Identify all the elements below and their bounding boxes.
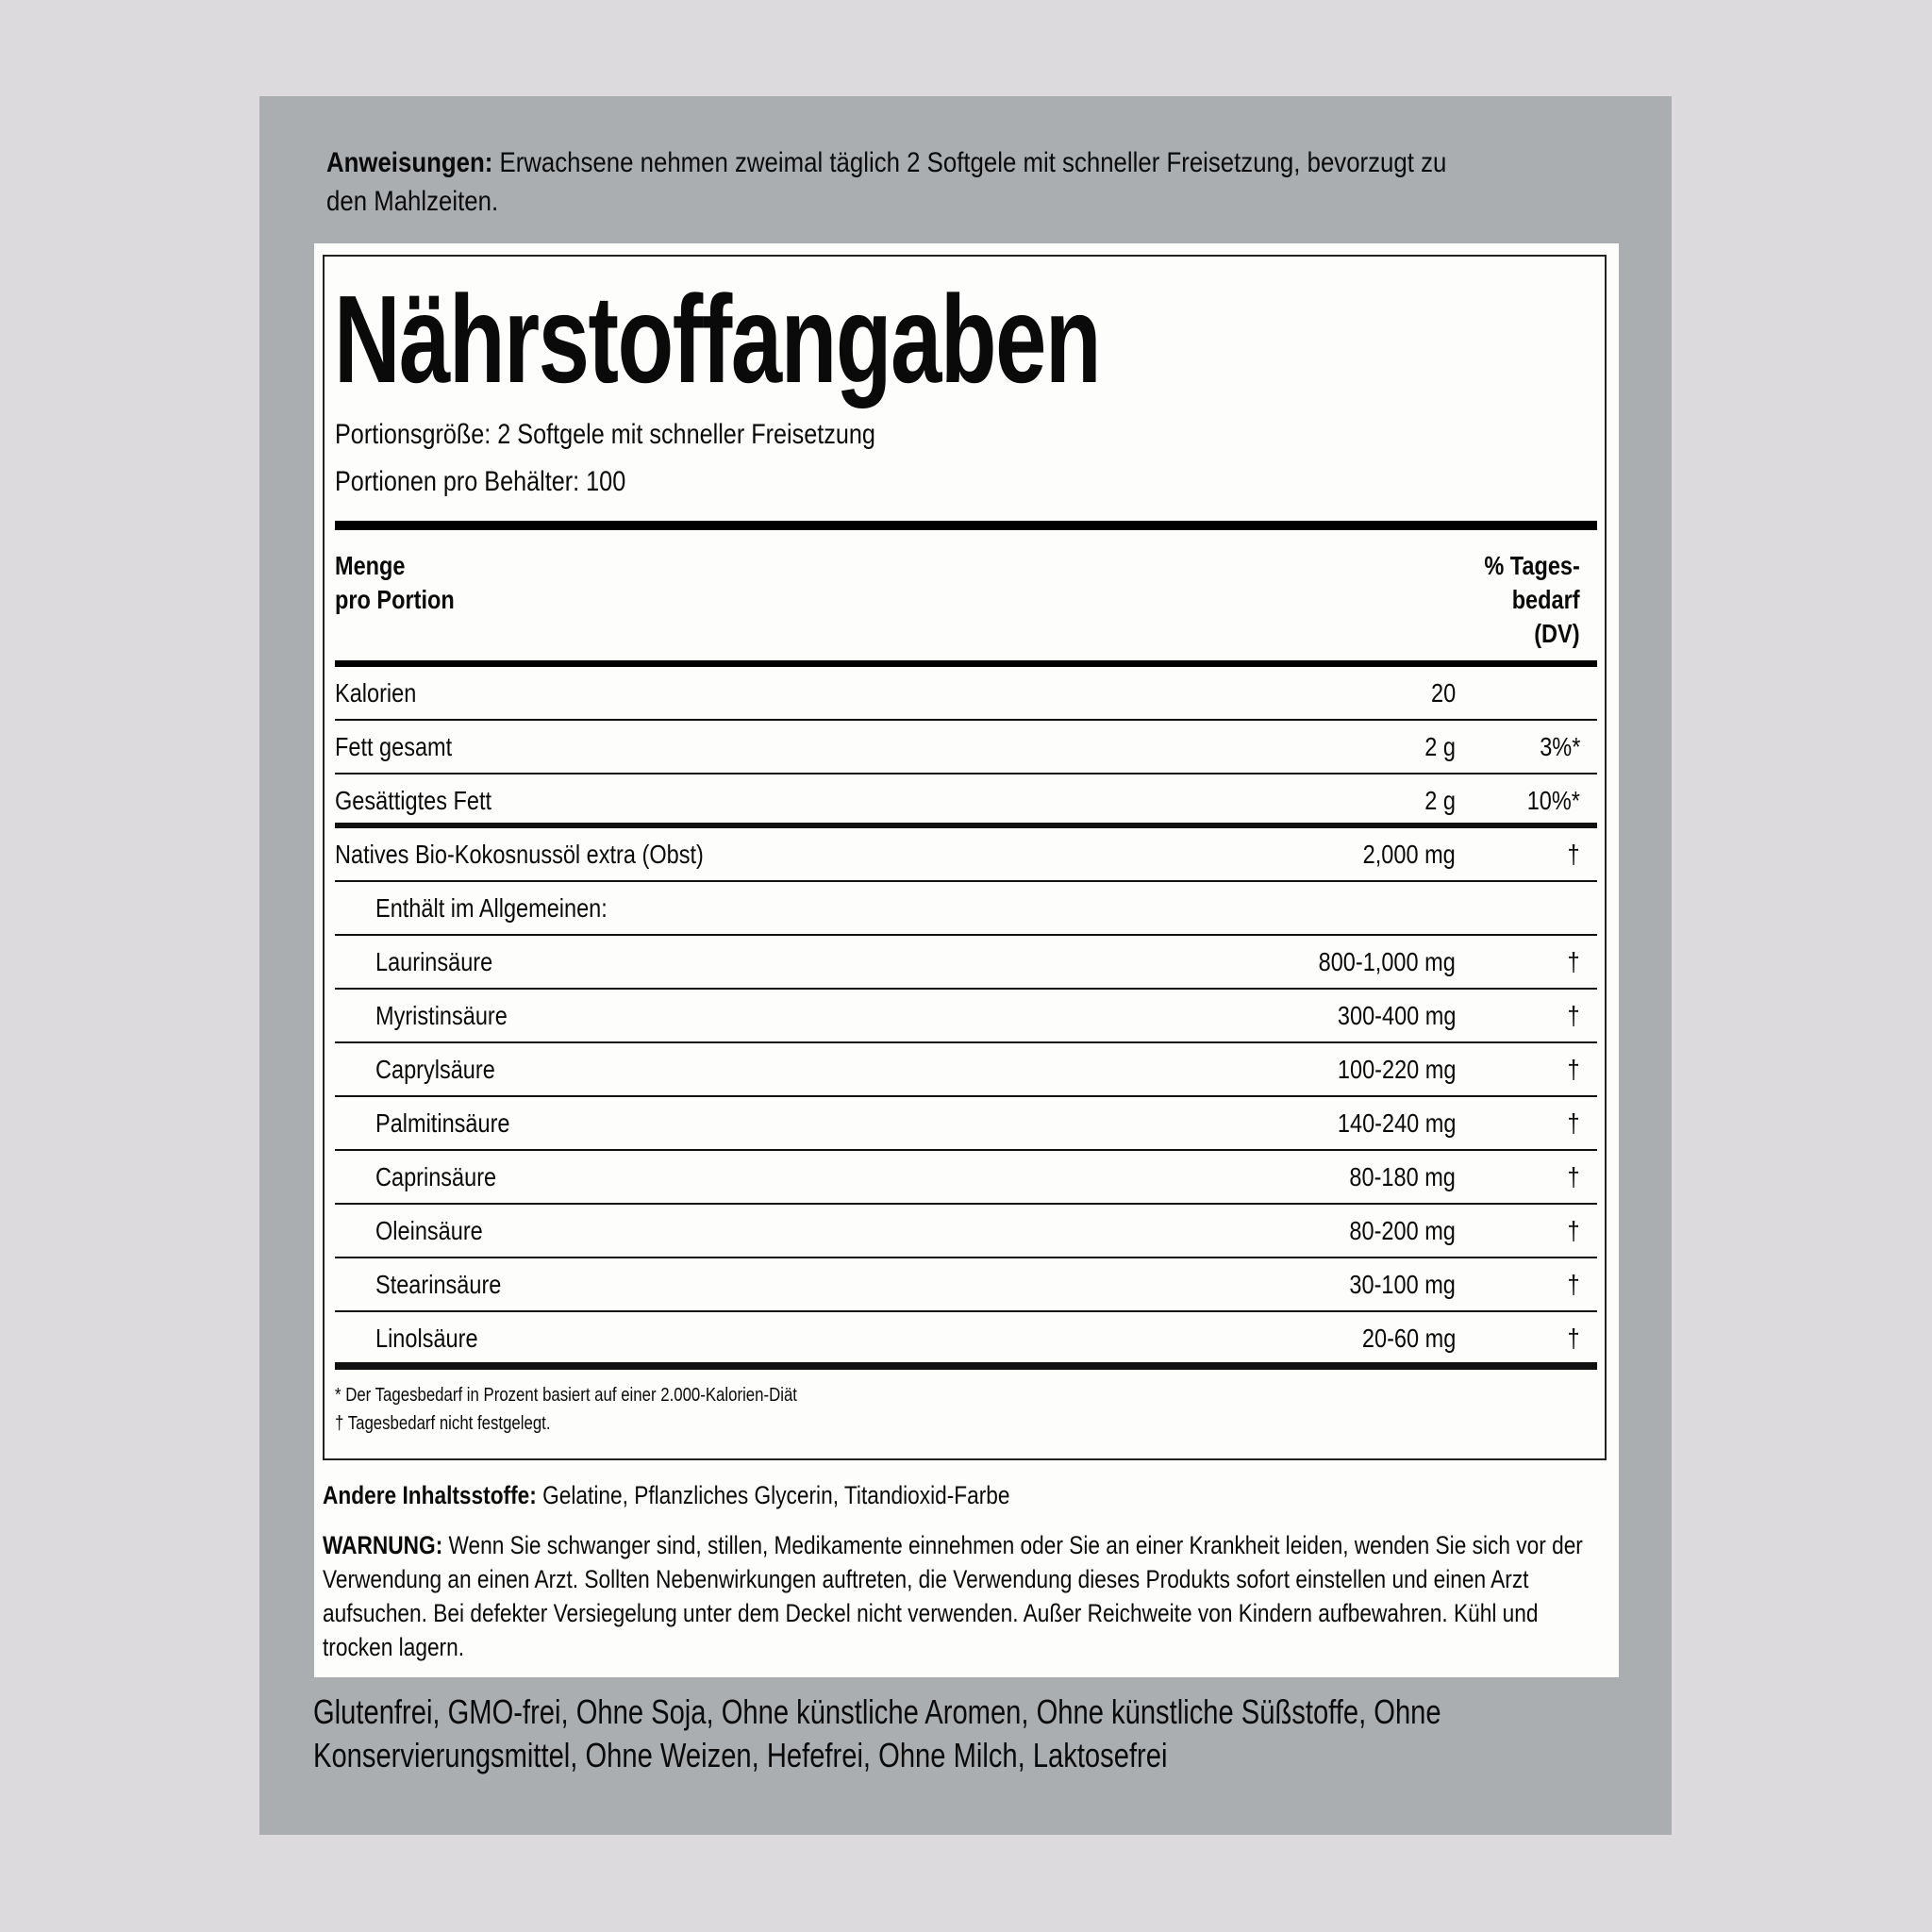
serving-size: Portionsgröße: 2 Softgele mit schneller Freisetzung	[335, 419, 875, 450]
directions-label: Anweisungen:	[326, 147, 493, 178]
row-label: Oleinsäure	[375, 1216, 483, 1245]
table-row	[335, 667, 1597, 721]
row-dv: †	[1567, 1324, 1580, 1353]
row-dv: †	[1567, 1162, 1580, 1191]
row-dv: 3%*	[1539, 732, 1580, 761]
row-label: Laurinsäure	[375, 947, 493, 976]
warning	[323, 1528, 1591, 1664]
row-dv: †	[1567, 1216, 1580, 1245]
row-amount: 30-100 mg	[1349, 1270, 1456, 1299]
row-label: Natives Bio-Kokosnussöl extra (Obst)	[335, 840, 704, 869]
row-dv: †	[1567, 1001, 1580, 1030]
other-ingredients	[323, 1481, 1141, 1510]
footnote-dagger: † Tagesbedarf nicht festgelegt.	[335, 1413, 551, 1434]
divider-thick	[335, 660, 1597, 667]
row-amount: 2 g	[1424, 786, 1456, 815]
table-row	[335, 882, 1597, 936]
directions	[326, 143, 1584, 221]
table-row	[335, 721, 1597, 774]
row-amount: 20	[1430, 678, 1456, 708]
dv-header-line2: bedarf	[1512, 585, 1580, 614]
row-label: Linolsäure	[375, 1324, 478, 1353]
warning-label: WARNUNG:	[323, 1531, 443, 1559]
table-row	[335, 936, 1597, 990]
row-label: Gesättigtes Fett	[335, 786, 492, 815]
nutrition-facts-box	[323, 255, 1607, 1460]
row-amount: 300-400 mg	[1337, 1001, 1456, 1030]
amount-header-line1: Menge	[335, 551, 406, 580]
row-amount: 140-240 mg	[1337, 1108, 1456, 1138]
table-row	[335, 1312, 1597, 1370]
row-dv: †	[1567, 947, 1580, 976]
directions-text-line2: den Mahlzeiten.	[326, 186, 499, 217]
row-label: Stearinsäure	[375, 1270, 502, 1299]
row-dv: †	[1567, 1270, 1580, 1299]
row-amount: 80-200 mg	[1349, 1216, 1456, 1245]
table-row	[335, 1205, 1597, 1258]
facts-title: Nährstoffangaben	[334, 270, 1101, 408]
table-row	[335, 828, 1597, 882]
row-amount: 100-220 mg	[1337, 1055, 1456, 1084]
table-row	[335, 1258, 1597, 1312]
row-label: Fett gesamt	[335, 732, 453, 761]
servings-per-container: Portionen pro Behälter: 100	[335, 466, 626, 497]
row-amount: 80-180 mg	[1349, 1162, 1456, 1191]
footnotes	[335, 1381, 885, 1438]
row-dv: 10%*	[1526, 786, 1580, 815]
row-label: Caprinsäure	[375, 1162, 497, 1191]
amount-header-line2: pro Portion	[335, 585, 455, 614]
dv-header-line3: (DV)	[1534, 619, 1580, 648]
dv-header-line1: % Tages-	[1484, 551, 1580, 580]
footnote-percent: * Der Tagesbedarf in Prozent basiert auf einer 2.000-Kalorien-Diät	[335, 1385, 797, 1406]
warning-text: Wenn Sie schwanger sind, stillen, Medikamente einnehmen oder Sie an einer Krankheit leiden, wenden Sie sich vor der Verwendung an einen Arzt. Sollten Nebenwirkungen auftreten, die Verwendung dieses Produkts sofort einstellen und einen Arzt aufsuchen. Bei defekter Versiegelung unter dem Deckel nicht verwenden. Außer Reichweite von Kindern aufbewahren. Kühl und trocken lagern.	[323, 1531, 1583, 1661]
row-label: Myristinsäure	[375, 1001, 508, 1030]
row-dv: †	[1567, 840, 1580, 869]
divider-thick	[335, 521, 1597, 530]
table-row	[335, 1043, 1597, 1097]
row-dv: †	[1567, 1055, 1580, 1084]
row-amount: 2 g	[1424, 732, 1456, 761]
row-label: Caprylsäure	[375, 1055, 495, 1084]
row-label: Kalorien	[335, 678, 417, 708]
row-amount: 800-1,000 mg	[1318, 947, 1456, 976]
row-amount: 2,000 mg	[1362, 840, 1456, 869]
row-label: Palmitinsäure	[375, 1108, 510, 1138]
nutrient-table	[335, 667, 1597, 1370]
amount-header	[335, 549, 477, 617]
table-row	[335, 990, 1597, 1043]
free-from-claims: Glutenfrei, GMO-frei, Ohne Soja, Ohne künstliche Aromen, Ohne künstliche Süßstoffe, Ohne Konservierungsmittel, Ohne Weizen, Hefefrei, Ohne Milch, Laktosefrei	[313, 1692, 1441, 1774]
row-label: Enthält im Allgemeinen:	[375, 893, 608, 923]
other-ingredients-text: Gelatine, Pflanzliches Glycerin, Titandioxid-Farbe	[536, 1481, 1010, 1509]
row-dv: †	[1567, 1108, 1580, 1138]
table-row	[335, 1151, 1597, 1205]
table-row	[335, 774, 1597, 828]
dv-header	[1466, 549, 1580, 651]
directions-text: Erwachsene nehmen zweimal täglich 2 Softgele mit schneller Freisetzung, bevorzugt zu	[492, 147, 1447, 178]
row-amount: 20-60 mg	[1361, 1324, 1456, 1353]
other-ingredients-label: Andere Inhaltsstoffe:	[323, 1481, 537, 1509]
table-row	[335, 1097, 1597, 1151]
